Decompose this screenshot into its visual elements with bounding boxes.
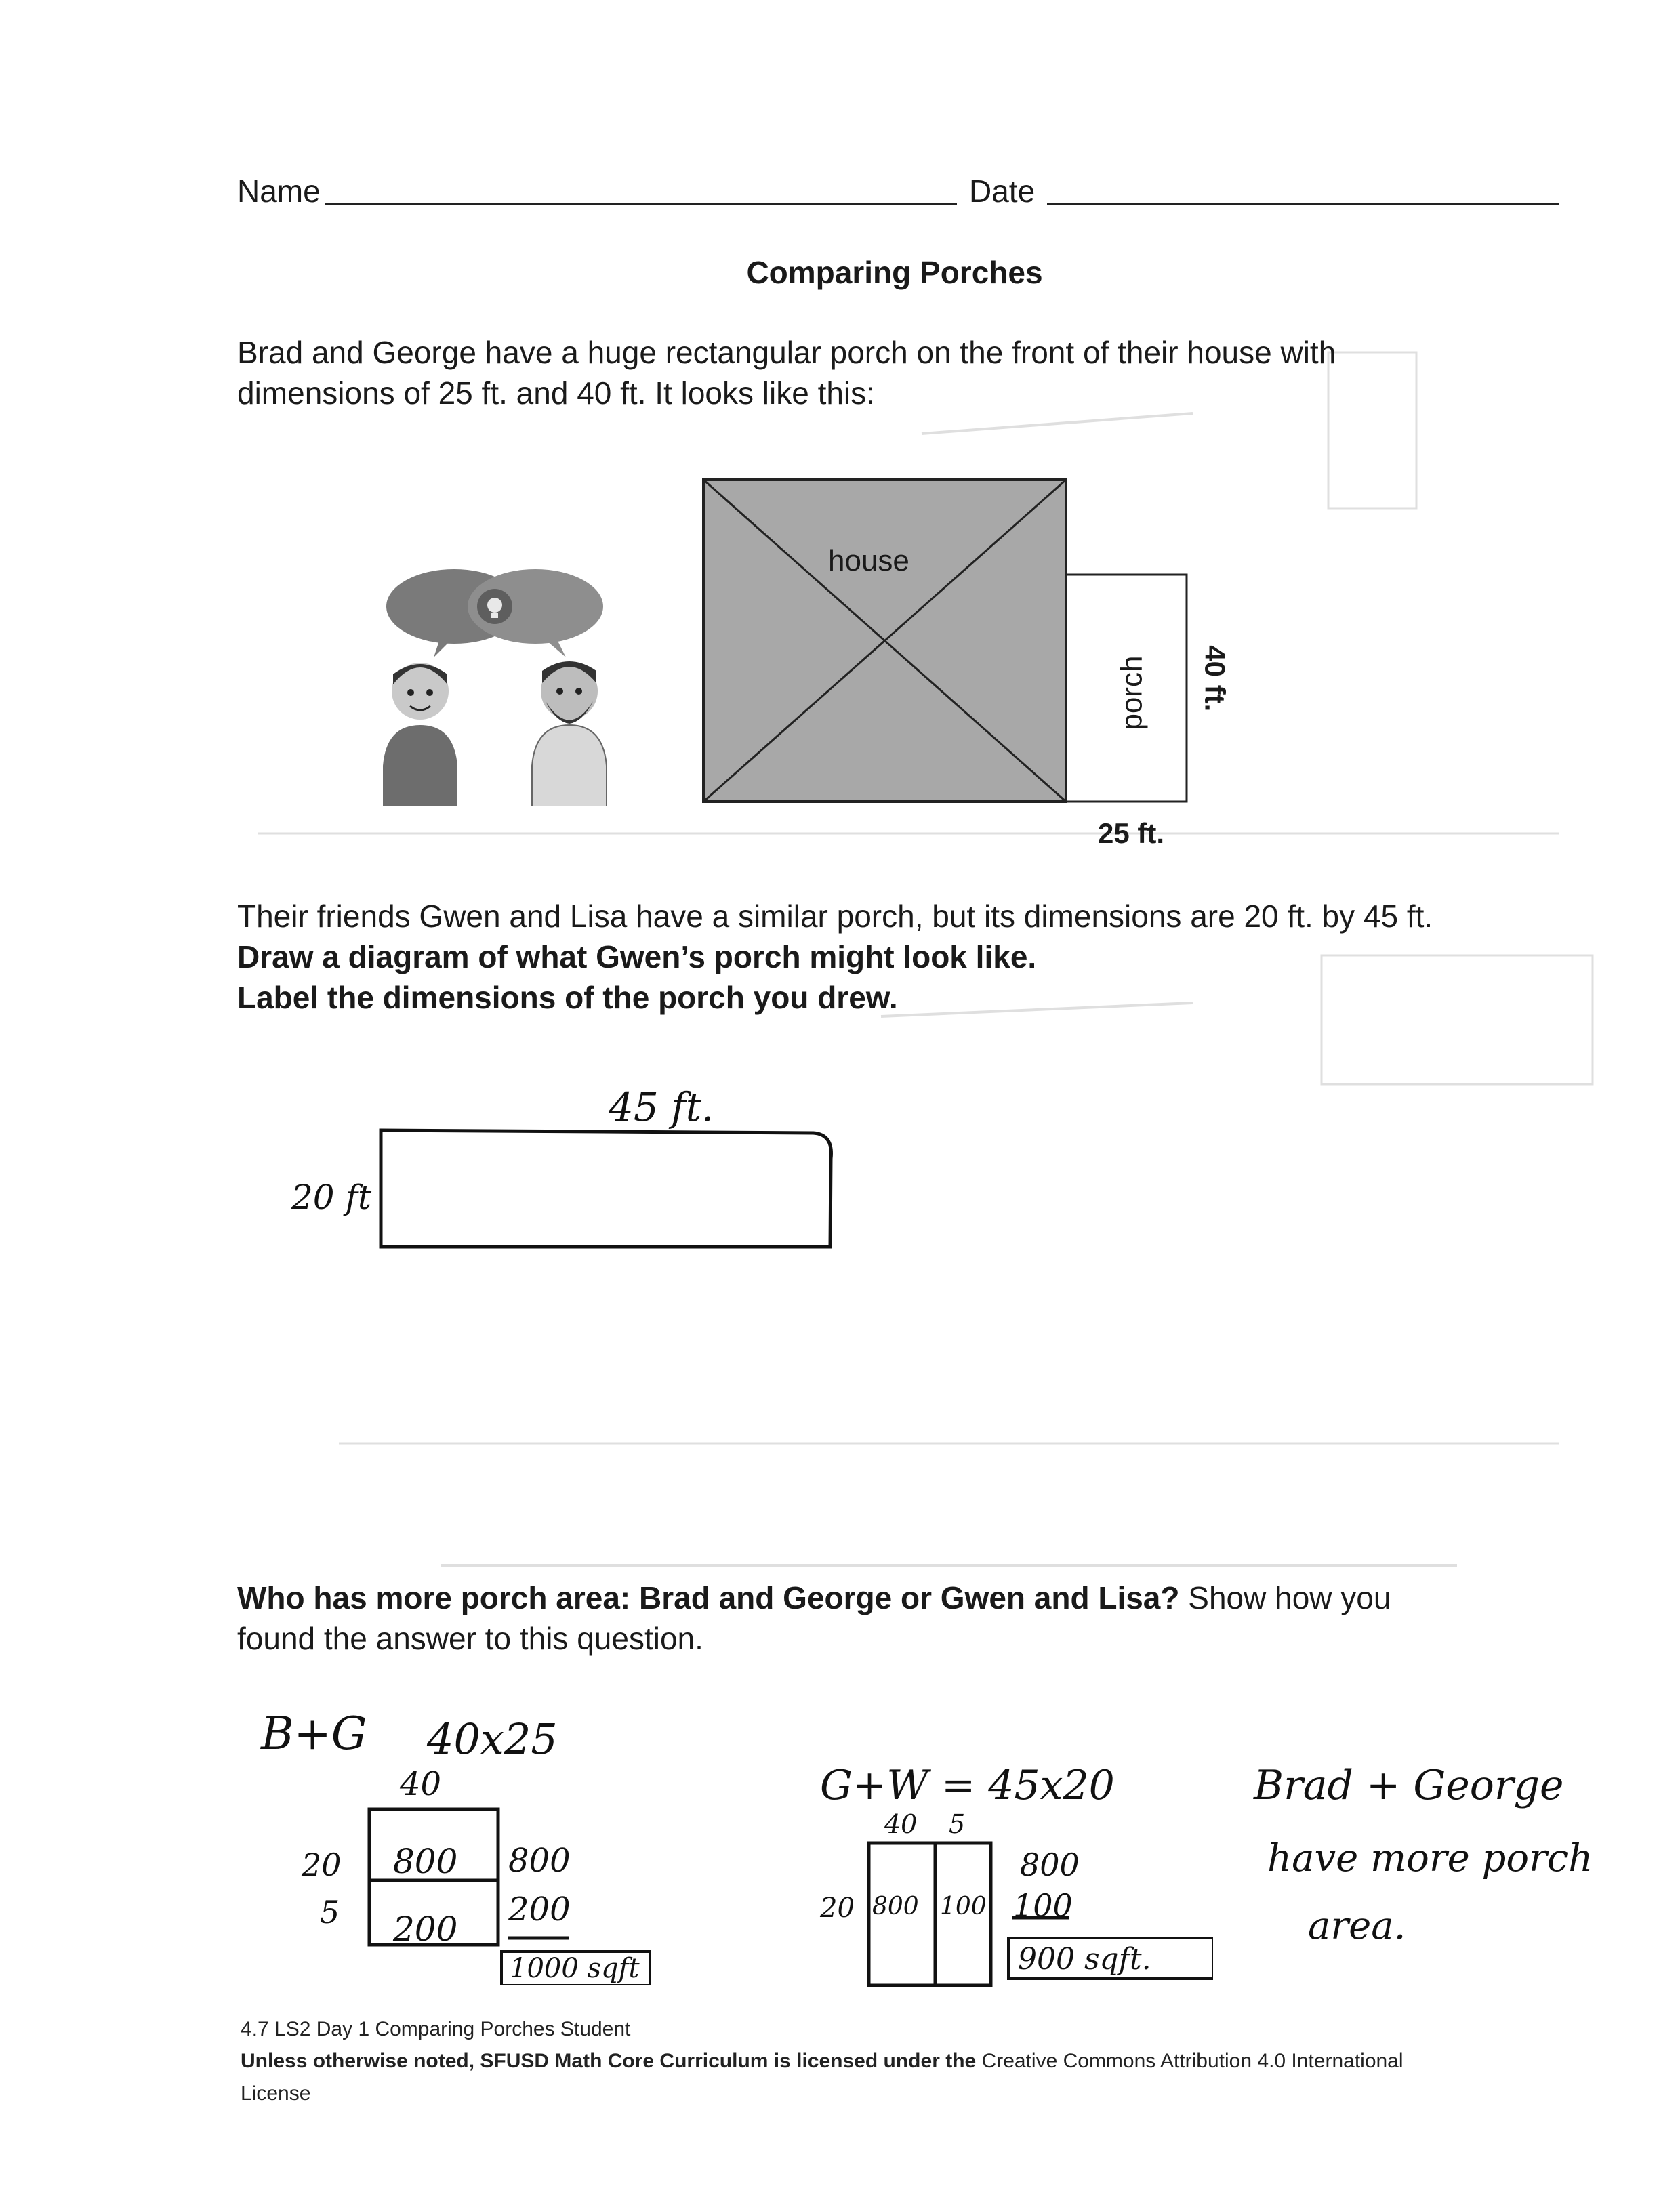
intro-line-1: Brad and George have a huge rectangular porch on the front of their house with	[237, 335, 1336, 370]
gw-cell-left: 800	[872, 1893, 919, 1920]
date-field[interactable]	[1047, 203, 1559, 205]
question1-line-3: Label the dimensions of the porch you drew.	[237, 980, 898, 1015]
porch-label: porch	[1115, 655, 1149, 730]
gw-top-left: 40	[884, 1809, 918, 1839]
footer-line-1: 4.7 LS2 Day 1 Comparing Porches Student	[241, 2018, 631, 2040]
question2-line-1: Who has more porch area: Brad and George or Gwen and Lisa? Show how you	[237, 1580, 1391, 1615]
gw-total: 900 sqft.	[1018, 1942, 1151, 1977]
footer-line-3: License	[241, 2082, 311, 2105]
name-label: Name	[237, 173, 321, 209]
gw-top-right: 5	[949, 1809, 966, 1839]
bg-cell-top-left: 800	[393, 1842, 458, 1881]
people-illustration	[380, 562, 610, 806]
intro-line-2: dimensions of 25 ft. and 40 ft. It looks like this:	[237, 375, 875, 411]
conclusion-line-3: area.	[1308, 1904, 1406, 1948]
question2-line-2: found the answer to this question.	[237, 1621, 703, 1656]
student-side-label: 20 ft	[291, 1178, 372, 1217]
porch-bottom-dimension: 25 ft.	[1098, 817, 1165, 849]
question1-line-1: Their friends Gwen and Lisa have a similar porch, but its dimensions are 20 ft. by 45 ft.	[237, 899, 1433, 934]
gw-cell-right: 100	[940, 1893, 987, 1920]
gw-sum-1: 800	[1020, 1846, 1080, 1883]
porch-side-dimension: 40 ft.	[1199, 645, 1231, 712]
house-porch-figure	[698, 474, 1240, 854]
student-top-label: 45 ft.	[609, 1084, 714, 1130]
footer-line-2: Unless otherwise noted, SFUSD Math Core Curriculum is licensed under the Creative Commons Attribution 4.0 International	[241, 2050, 1404, 2072]
bg-sum-2: 200	[508, 1891, 571, 1928]
bg-sum-1: 800	[508, 1842, 571, 1880]
name-field[interactable]	[325, 203, 957, 205]
gw-heading: G+W = 45x20	[820, 1762, 1115, 1809]
bg-side-top: 20	[302, 1846, 342, 1883]
gw-sum-2: 100	[1013, 1887, 1073, 1924]
bg-side-bottom: 5	[320, 1894, 340, 1931]
bg-heading-left: B+G	[261, 1708, 367, 1760]
conclusion-line-1: Brad + George	[1254, 1762, 1564, 1809]
conclusion-line-2: have more porch	[1267, 1836, 1593, 1880]
bg-cell-bottom-left: 200	[393, 1910, 458, 1949]
house-label: house	[828, 544, 909, 577]
bg-heading-right: 40x25	[427, 1714, 558, 1764]
student-porch-drawing	[366, 1118, 840, 1260]
bg-total: 1000 sqft	[510, 1953, 640, 1984]
date-label: Date	[969, 173, 1036, 209]
bg-top-label: 40	[400, 1765, 442, 1803]
gw-side: 20	[820, 1893, 855, 1924]
question1-line-2: Draw a diagram of what Gwen’s porch might look like.	[237, 939, 1037, 974]
page-title: Comparing Porches	[746, 255, 1043, 290]
